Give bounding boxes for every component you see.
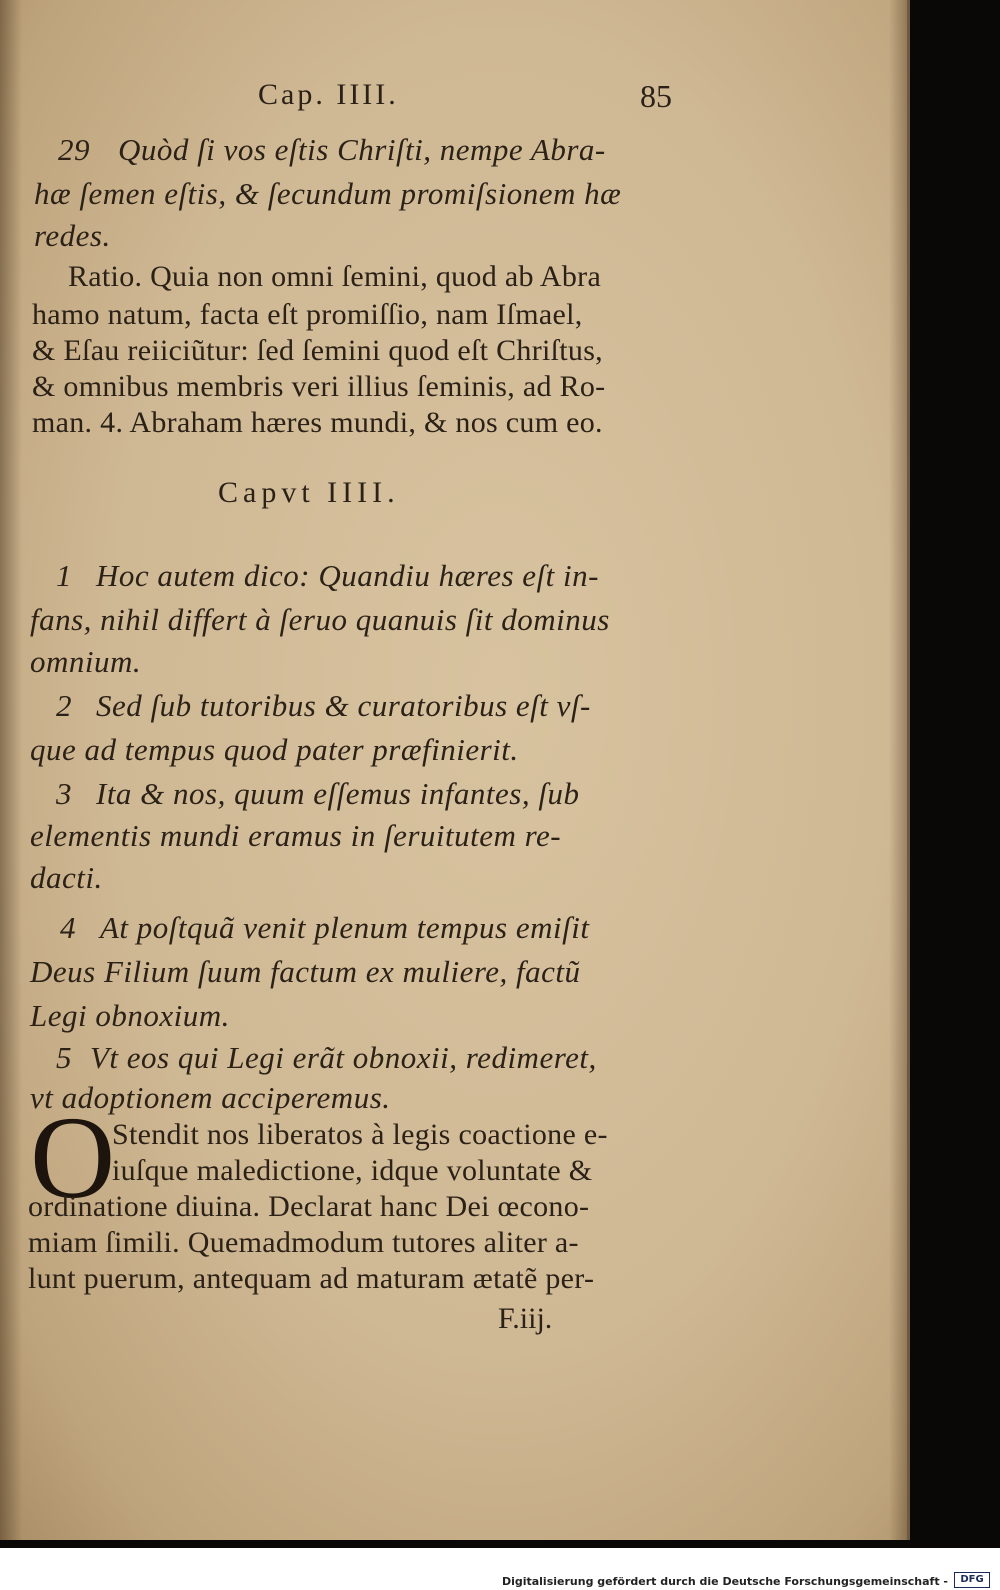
dfg-logo-icon: DFG [954,1572,990,1588]
commentary-line: lunt puerum, antequam ad maturam ætatẽ per- [28,1262,595,1295]
commentary-line: miam ſimili. Quemadmodum tutores aliter a- [28,1226,579,1259]
verse-line: fans, nihil differt à ſeruo quanuis ſit dominus [30,602,610,637]
commentary-line: & omnibus membris veri illius ſeminis, ad Ro- [32,370,606,403]
verse-number: 29 [58,132,90,167]
verse-line: que ad tempus quod pater præfinierit. [30,732,519,767]
verse-line: Sed ſub tutoribus & curatoribus eſt vſ- [96,688,591,723]
verse-line: Legi obnoxium. [30,998,230,1033]
running-head: Cap. IIII. [258,78,399,111]
page-number: 85 [640,78,672,114]
verse-line: redes. [34,218,111,253]
verse-line: omnium. [30,644,142,679]
edge-shadow [889,0,907,1540]
commentary-line: Ratio. Quia non omni ſemini, quod ab Abra [68,260,602,293]
verse-line: At poſtquã venit plenum tempus emiſit [100,910,590,945]
verse-number: 5 [56,1040,72,1075]
commentary-line: & Eſau reiiciũtur: ſed ſemini quod eſt Chriſtus, [32,334,603,367]
verse-line: elementis mundi eramus in ſeruitutem re- [30,818,562,853]
commentary-line: hamo natum, facta eſt promiſſio, nam Iſmael, [32,298,583,331]
gutter-shadow [0,0,22,1540]
verse-line: Vt eos qui Legi erãt obnoxii, redimeret, [90,1040,597,1075]
commentary-line: man. 4. Abraham hæres mundi, & nos cum eo. [32,406,603,439]
verse-line: Quòd ſi vos eſtis Chriſti, nempe Abra- [118,132,606,167]
chapter-heading: Capvt IIII. [218,476,400,509]
verse-number: 3 [56,776,72,811]
verse-number: 1 [56,558,72,593]
drop-cap-initial: O [30,1092,116,1223]
verse-number: 4 [60,910,76,945]
commentary-line: ordinatione diuina. Declarat hanc Dei œcono- [28,1190,590,1223]
signature-mark: F.iij. [498,1302,553,1335]
verse-line: Hoc autem dico: Quandiu hæres eſt in- [96,558,599,593]
commentary-line: Stendit nos liberatos à legis coactione e- [112,1118,608,1151]
verse-line: vt adoptionem acciperemus. [30,1080,391,1115]
verse-line: Deus Filium ſuum factum ex muliere, factũ [30,954,581,989]
verse-number: 2 [56,688,72,723]
verse-line: hæ ſemen eſtis, & ſecundum promiſsionem hæ [34,176,622,211]
verse-line: Ita & nos, quum eſſemus infantes, ſub [96,776,580,811]
verse-line: dacti. [30,860,103,895]
commentary-line: iuſque maledictione, idque voluntate & [112,1154,593,1187]
footer-credit: Digitalisierung gefördert durch die Deutsche Forschungsgemeinschaft - [501,1575,948,1588]
